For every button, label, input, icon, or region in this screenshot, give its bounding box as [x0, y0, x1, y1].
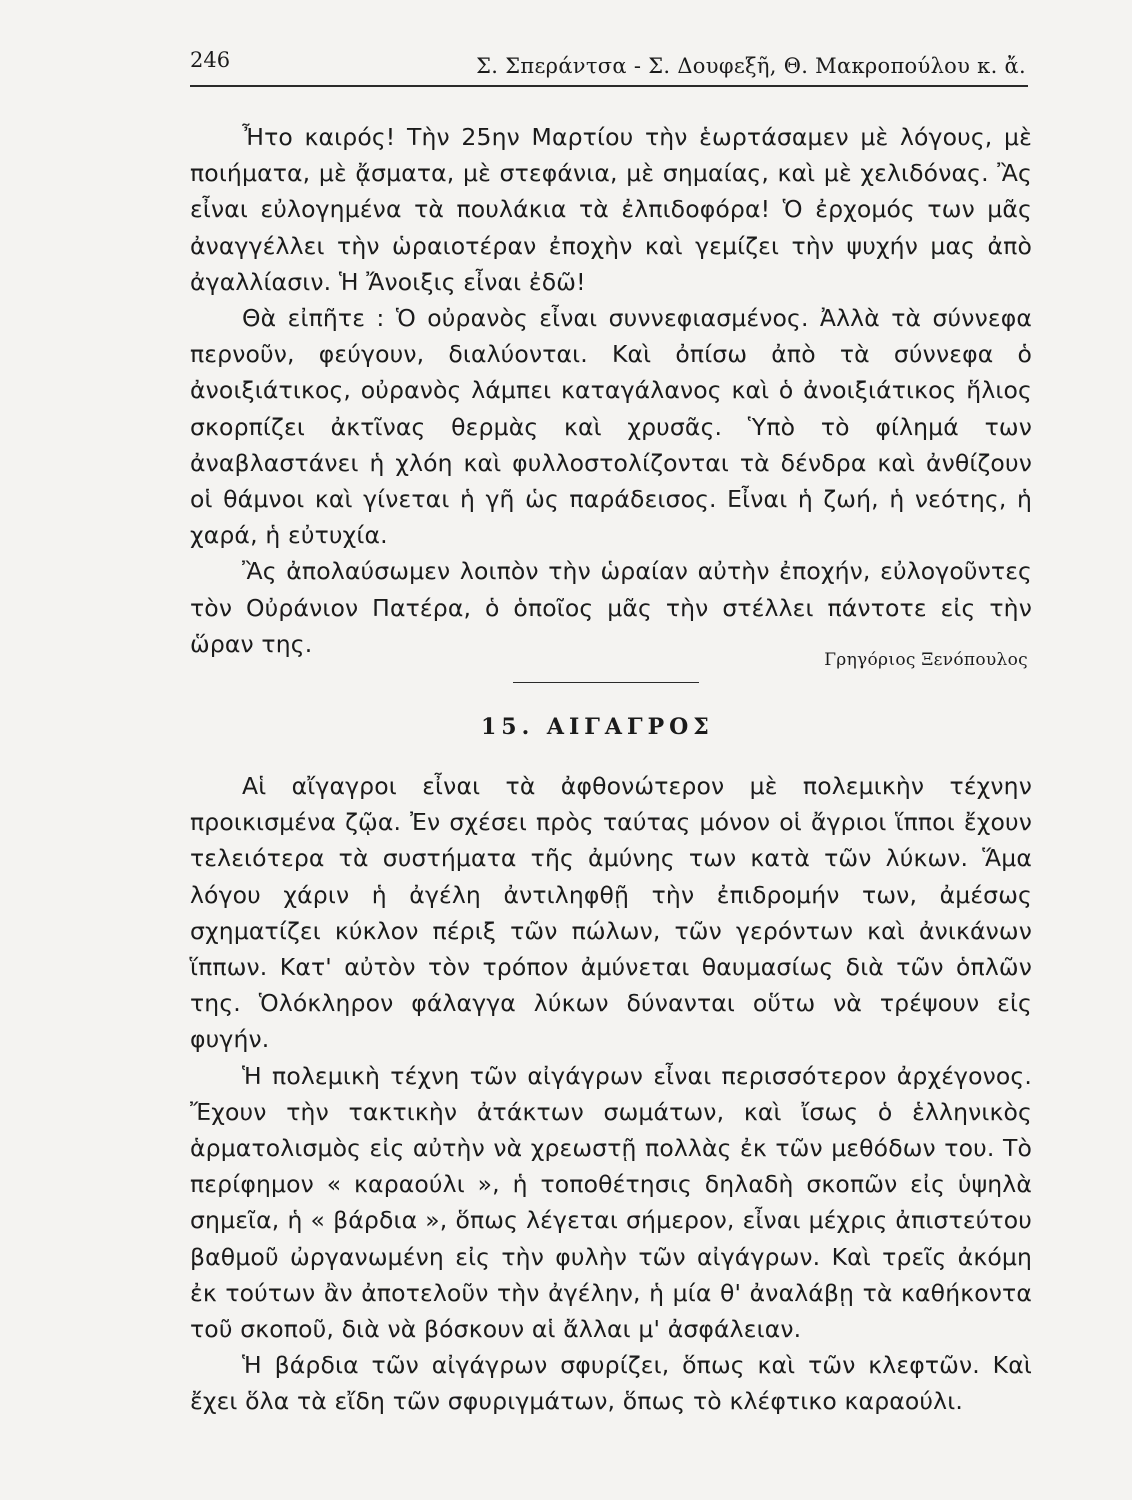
passage-one [190, 119, 1032, 662]
running-head [190, 46, 1030, 82]
author-attribution: Γρηγόριος Ξενόπουλος [824, 650, 1028, 670]
paragraph: Ἡ βάρδια τῶν αἰγάγρων σφυρίζει, ὅπως καὶ τῶν κλεφτῶν. Καὶ ἔχει ὅλα τὰ εἴδη τῶν σφυριγμάτων, ὅπως τὸ κλέφτικο καραούλι. [190, 1351, 1032, 1416]
paragraph: Ἦτο καιρός! Τὴν 25ην Μαρτίου τὴν ἑωρτάσαμεν μὲ λόγους, μὲ ποιήματα, μὲ ᾄσματα, μὲ στεφάνια, μὲ σημαίας, καὶ μὲ χελιδόνας. Ἂς εἶναι εὐλογημένα τὰ πουλάκια τὰ ἐλπιδοφόρα! Ὁ ἐρχομός των μᾶς ἀναγγέλλει τὴν ὡραιοτέραν ἐποχὴν καὶ γεμίζει τὴν ψυχήν μας ἀπὸ ἀγαλλίασιν. Ἡ Ἄνοιξις εἶναι ἐδῶ! [190, 123, 1032, 296]
header-title: Σ. Σπεράντσα - Σ. Δουφεξῆ, Θ. Μακροπούλου κ. ἄ. [476, 54, 1026, 78]
paragraph: Ἂς ἀπολαύσωμεν λοιπὸν τὴν ὡραίαν αὐτὴν ἐποχήν, εὐλογοῦντες τὸν Οὐράνιον Πατέρα, ὁ ὁποῖος μᾶς τὴν στέλλει πάντοτε εἰς τὴν ὥραν της. [190, 557, 1032, 658]
paragraph: Θὰ εἰπῆτε : Ὁ οὐρανὸς εἶναι συννεφιασμένος. Ἀλλὰ τὰ σύννεφα περνοῦν, φεύγουν, διαλύονται. Καὶ ὀπίσω ἀπὸ τὰ σύννεφα ὁ ἀνοιξιάτικος, οὐρανὸς λάμπει καταγάλανος καὶ ὁ ἀνοιξιάτικος ἥλιος σκορπίζει ἀκτῖνας θερμὰς καὶ χρυσᾶς. Ὑπὸ τὸ φίλημά των ἀναβλαστάνει ἡ χλόη καὶ φυλλοστολίζονται τὰ δένδρα καὶ ἀνθίζουν οἱ θάμνοι καὶ γίνεται ἡ γῆ ὡς παράδεισος. Εἶναι ἡ ζωή, ἡ νεότης, ἡ χαρά, ἡ εὐτυχία. [190, 304, 1032, 550]
header-rule [190, 85, 1028, 87]
paragraph: Αἱ αἴγαγροι εἶναι τὰ ἀφθονώτερον μὲ πολεμικὴν τέχνην προικισμένα ζῷα. Ἐν σχέσει πρὸς ταύτας μόνον οἱ ἄγριοι ἵπποι ἔχουν τελειότερα τὰ συστήματα τῆς ἀμύνης των κατὰ τῶν λύκων. Ἅμα λόγου χάριν ἡ ἀγέλη ἀντιληφθῇ τὴν ἐπιδρομήν των, ἀμέσως σχηματίζει κύκλον πέριξ τῶν πώλων, τῶν γερόντων καὶ ἀνικάνων ἵππων. Κατ' αὐτὸν τὸν τρόπον ἀμύνεται θαυμασίως διὰ τῶν ὁπλῶν της. Ὁλόκληρον φάλαγγα λύκων δύνανται οὕτω νὰ τρέψουν εἰς φυγήν. [190, 772, 1032, 1054]
section-heading: 15. ΑΙΓΑΓΡΟΣ [481, 714, 714, 740]
page-number: 246 [190, 48, 231, 72]
section-divider [513, 682, 699, 683]
section-body [190, 768, 1032, 1420]
paragraph: Ἡ πολεμικὴ τέχνη τῶν αἰγάγρων εἶναι περισσότερον ἀρχέγονος. Ἔχουν τὴν τακτικὴν ἀτάκτων σωμάτων, καὶ ἴσως ὁ ἑλληνικὸς ἁρματολισμὸς εἰς αὐτὴν νὰ χρεωστῇ πολλὰς ἐκ τῶν μεθόδων του. Τὸ περίφημον « καραούλι », ἡ τοποθέτησις δηλαδὴ σκοπῶν εἰς ὑψηλὰ σημεῖα, ἡ « βάρδια », ὅπως λέγεται σήμερον, εἶναι μέχρις ἀπιστεύτου βαθμοῦ ὠργανωμένη εἰς τὴν φυλὴν τῶν αἰγάγρων. Καὶ τρεῖς ἀκόμη ἐκ τούτων ἂν ἀποτελοῦν τὴν ἀγέλην, ἡ μία θ' ἀναλάβῃ τὰ καθήκοντα τοῦ σκοποῦ, διὰ νὰ βόσκουν αἱ ἄλλαι μ' ἀσφάλειαν. [190, 1061, 1032, 1344]
